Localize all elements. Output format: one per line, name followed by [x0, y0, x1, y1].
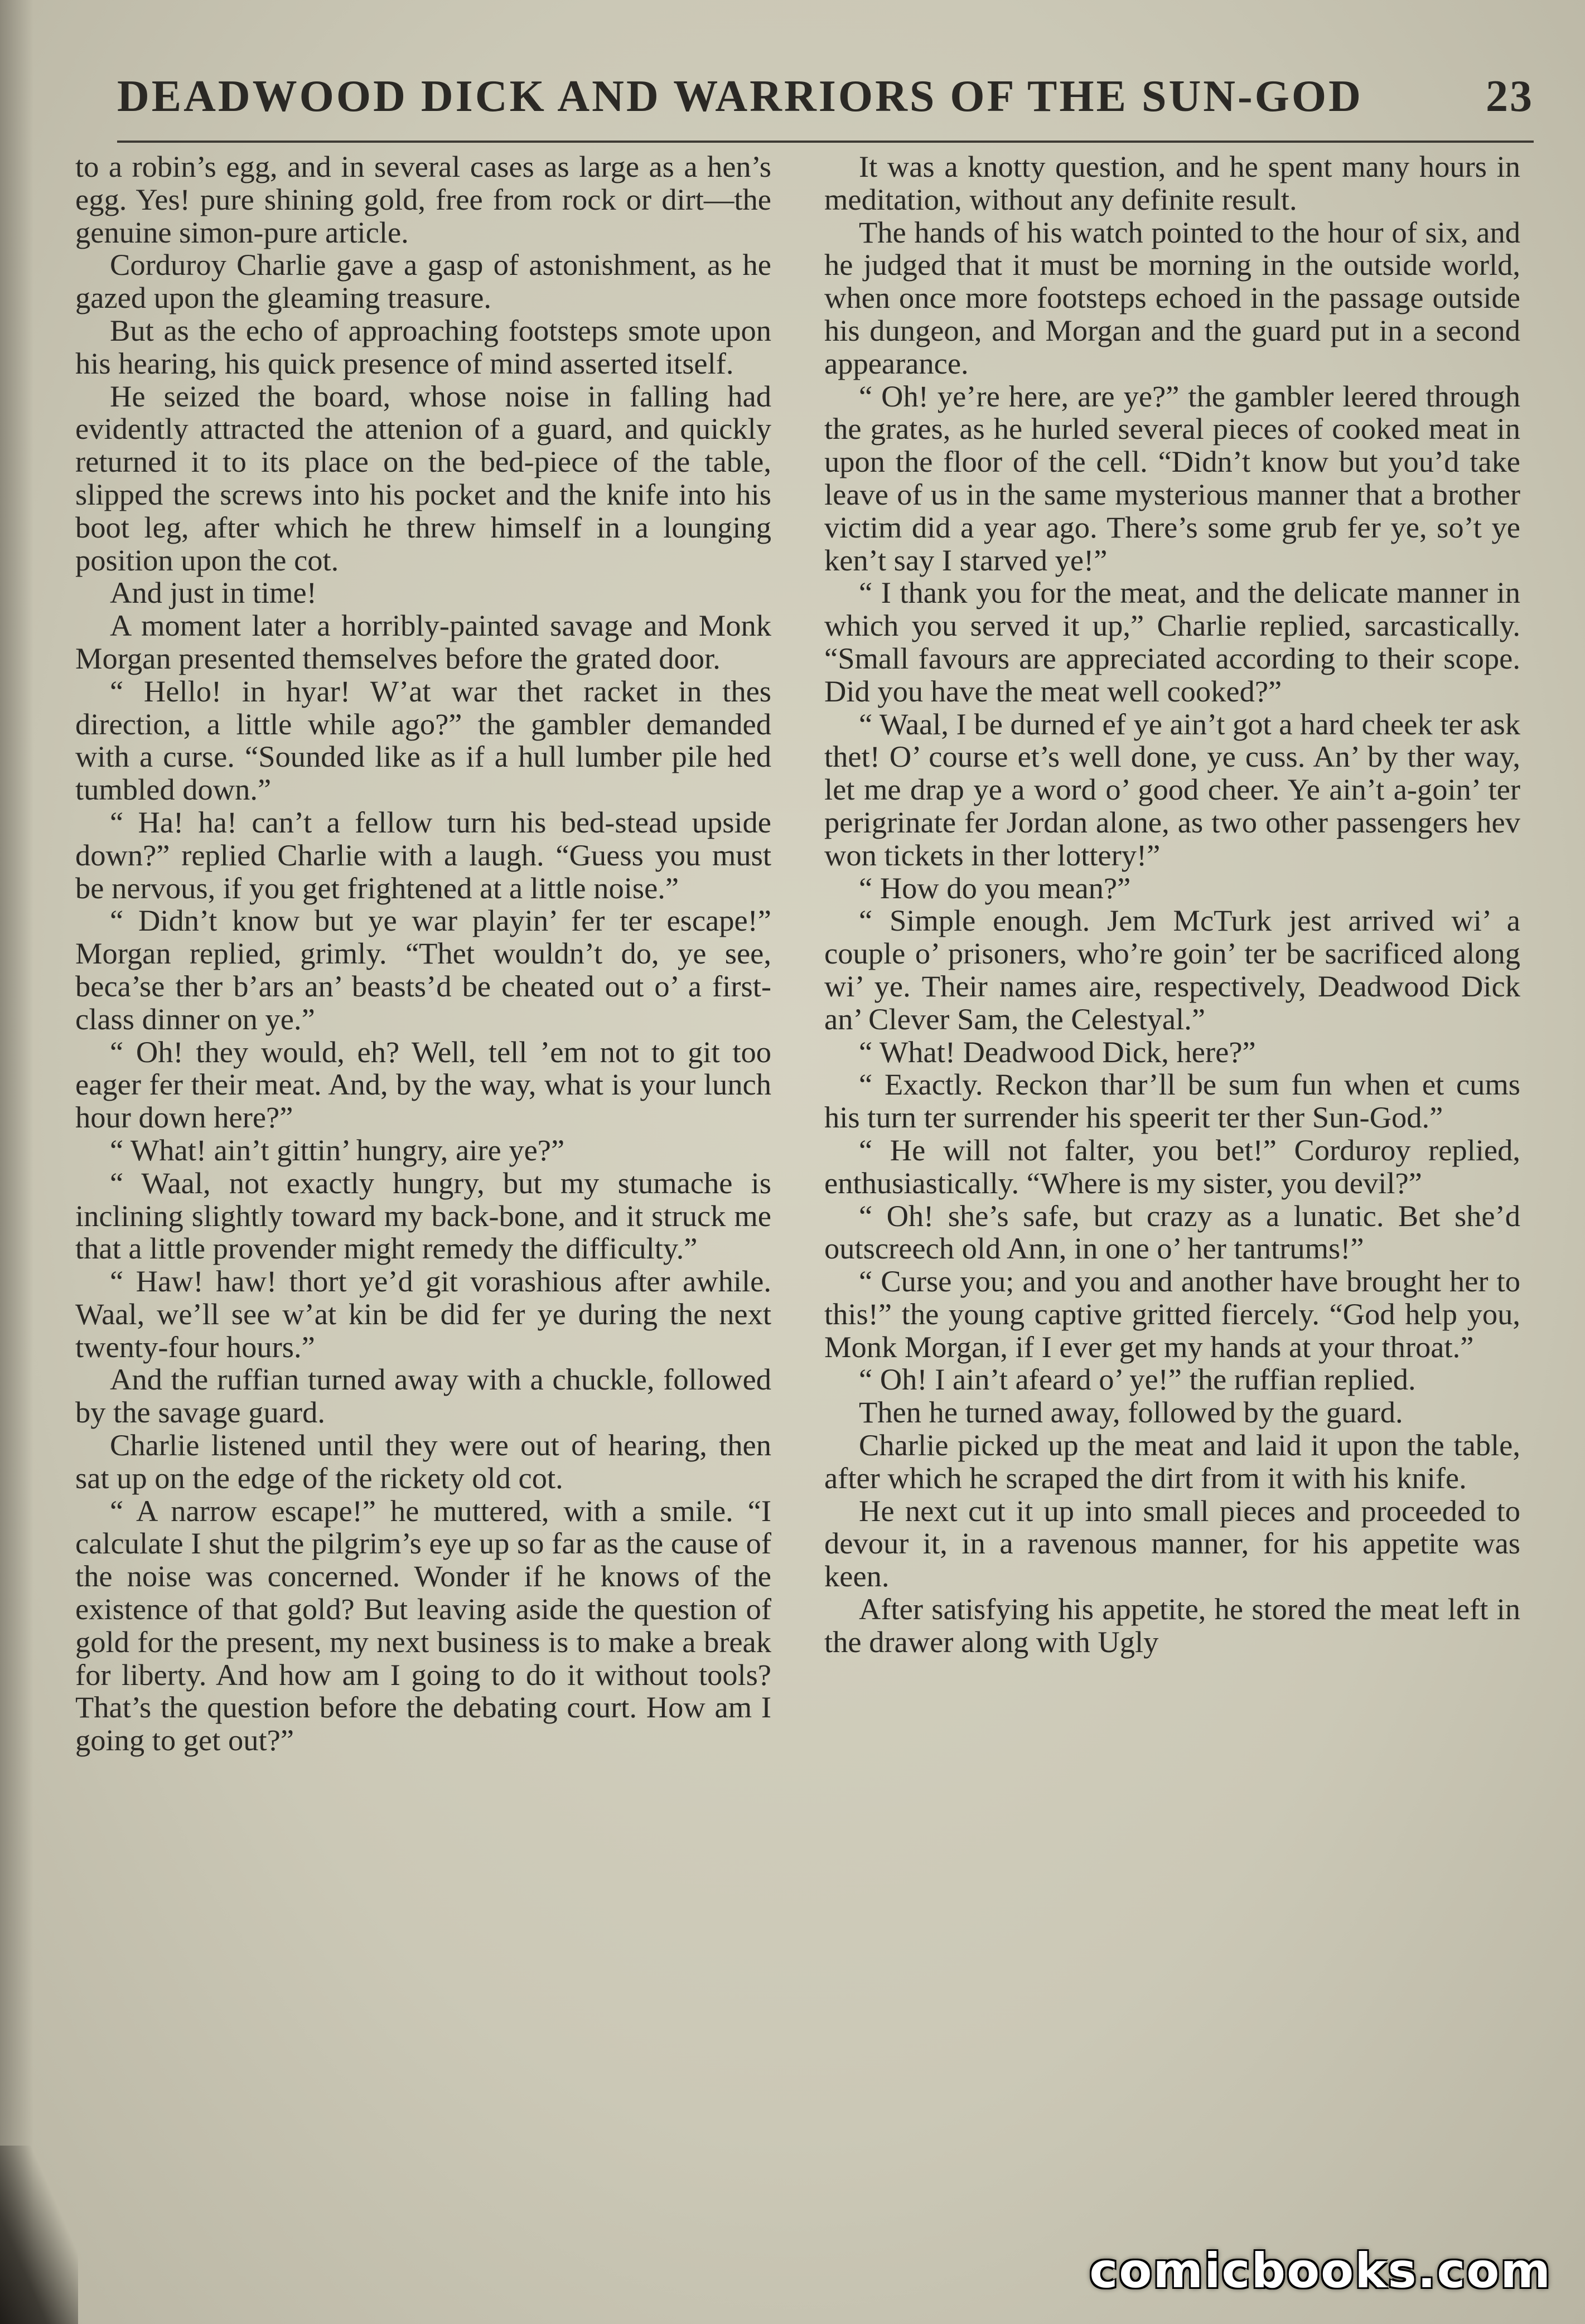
- paragraph: “ Waal, I be durned ef ye ain’t got a hard cheek ter ask thet! O’ course et’s well done, ye cuss. An’ by ther way, let me drap ye a word o’ good cheer. Ye ain’t a-goin’ ter perigrinate fer Jordan alone, as two other passengers hev won tickets in ther lottery!”: [824, 706, 1520, 872]
- paragraph: After satisfying his appetite, he stored the meat left in the drawer along with Ugly: [824, 1592, 1520, 1659]
- paragraph: “ I thank you for the meat, and the delicate manner in which you served it up,” Charlie replied, sarcastically. “Small favours are appreciated according to their scope. Did you have the meat well cooked?”: [824, 575, 1520, 708]
- paragraph: “ Hello! in hyar! W’at war thet racket in thes direction, a little while ago?” the gambler demanded with a curse. “Sounded like as if a hull lumber pile hed tumbled down.”: [75, 674, 771, 807]
- paragraph: “ Simple enough. Jem McTurk jest arrived wi’ a couple o’ prisoners, who’re goin’ ter be sacrificed along wi’ ye. Their names aire, respectively, Deadwood Dick an’ Clever Sam, the Celestyal.”: [824, 903, 1520, 1036]
- paragraph: Charlie picked up the meat and laid it upon the table, after which he scraped the dirt from it with his knife.: [824, 1428, 1520, 1495]
- paragraph: Corduroy Charlie gave a gasp of astonishment, as he gazed upon the gleaming treasure.: [75, 248, 771, 315]
- paragraph: “ Waal, not exactly hungry, but my stumache is inclining slightly toward my back-bone, and it struck me that a little provender might remedy the difficulty.”: [75, 1165, 771, 1266]
- page-number: 23: [1486, 72, 1534, 121]
- paragraph: “ Oh! they would, eh? Well, tell ’em not to git too eager fer their meat. And, by the way, what is your lunch hour down here?”: [75, 1034, 771, 1135]
- paragraph: “ What! Deadwood Dick, here?”: [859, 1034, 1256, 1069]
- paragraph: “ Oh! I ain’t afeard o’ ye!” the ruffian replied.: [859, 1362, 1416, 1397]
- paragraph: But as the echo of approaching footsteps smote upon his hearing, his quick presence of mind asserted itself.: [75, 313, 771, 380]
- paragraph: “ How do you mean?”: [859, 870, 1131, 905]
- paragraph: And just in time!: [110, 575, 317, 610]
- paragraph: “ What! ain’t gittin’ hungry, aire ye?”: [110, 1132, 565, 1167]
- site-watermark: comicbooks.com: [1089, 2243, 1552, 2299]
- right-text-column: [824, 151, 1520, 2214]
- running-header: [117, 71, 1534, 143]
- left-text-column: [75, 151, 771, 2214]
- paragraph: Then he turned away, followed by the guard.: [859, 1395, 1403, 1430]
- paragraph: “ Oh! she’s safe, but crazy as a lunatic. Bet she’d outscreech old Ann, in one o’ her tantrums!”: [824, 1198, 1520, 1266]
- paragraph: “ He will not falter, you bet!” Corduroy replied, enthusiastically. “Where is my sister, you devil?”: [824, 1132, 1520, 1200]
- paragraph: to a robin’s egg, and in several cases as large as a hen’s egg. Yes! pure shining gold, free from rock or dirt—the genuine simon-pure article.: [75, 151, 771, 249]
- running-title: DEADWOOD DICK AND WARRIORS OF THE SUN-GOD: [117, 72, 1363, 121]
- page-spine-shadow: [0, 0, 33, 2324]
- paragraph: And the ruffian turned away with a chuckle, followed by the savage guard.: [75, 1362, 771, 1430]
- paragraph: “ Curse you; and you and another have brought her to this!” the young captive gritted fiercely. “God help you, Monk Morgan, if I ever get my hands at your throat.”: [824, 1264, 1520, 1364]
- paragraph: “ Haw! haw! thort ye’d git vorashious after awhile. Waal, we’ll see w’at kin be did fer ye during the next twenty-four hours.”: [75, 1264, 771, 1364]
- paragraph: A moment later a horribly-painted savage and Monk Morgan presented themselves before the grated door.: [75, 608, 771, 675]
- page-corner-shadow: [0, 2146, 78, 2324]
- paragraph: “ Didn’t know but ye war playin’ fer ter escape!” Morgan replied, grimly. “Thet wouldn’t do, ye see, beca’se ther b’ars an’ beasts’d be cheated out o’ a first-class dinner on ye.”: [75, 903, 771, 1036]
- paragraph: “ A narrow escape!” he muttered, with a smile. “I calculate I shut the pilgrim’s eye up so far as the cause of the noise was concerned. Wonder if he knows of the existence of that gold? But leaving aside the question of gold for the present, my next business is to make a break for liberty. And how am I going to do it without tools? That’s the question before the debating court. How am I going to get out?”: [75, 1493, 771, 1757]
- paragraph: The hands of his watch pointed to the hour of six, and he judged that it must be morning in the outside world, when once more footsteps echoed in the passage outside his dungeon, and Morgan and the guard put in a second appearance.: [824, 215, 1520, 380]
- paragraph: “ Oh! ye’re here, are ye?” the gambler leered through the grates, as he hurled several pieces of cooked meat in upon the floor of the cell. “Didn’t know but you’d take leave of us in the same mysterious manner that a brother victim did a year ago. There’s some grub fer ye, so’t ye ken’t say I starved ye!”: [824, 379, 1520, 577]
- paragraph: It was a knotty question, and he spent many hours in meditation, without any definite result.: [824, 151, 1520, 216]
- paragraph: “ Ha! ha! can’t a fellow turn his bed-stead upside down?” replied Charlie with a laugh. “Guess you must be nervous, if you get frightened at a little noise.”: [75, 805, 771, 905]
- paragraph: He seized the board, whose noise in falling had evidently attracted the attenion of a guard, and quickly returned it to its place on the bed-piece of the table, slipped the screws into his pocket and the knife into his boot leg, after which he threw himself in a lounging position upon the cot.: [75, 379, 771, 577]
- paragraph: Charlie listened until they were out of hearing, then sat up on the edge of the rickety old cot.: [75, 1428, 771, 1495]
- paragraph: “ Exactly. Reckon thar’ll be sum fun when et cums his turn ter surrender his speerit ter ther Sun-God.”: [824, 1067, 1520, 1135]
- paragraph: He next cut it up into small pieces and proceeded to devour it, in a ravenous manner, for his appetite was keen.: [824, 1493, 1520, 1594]
